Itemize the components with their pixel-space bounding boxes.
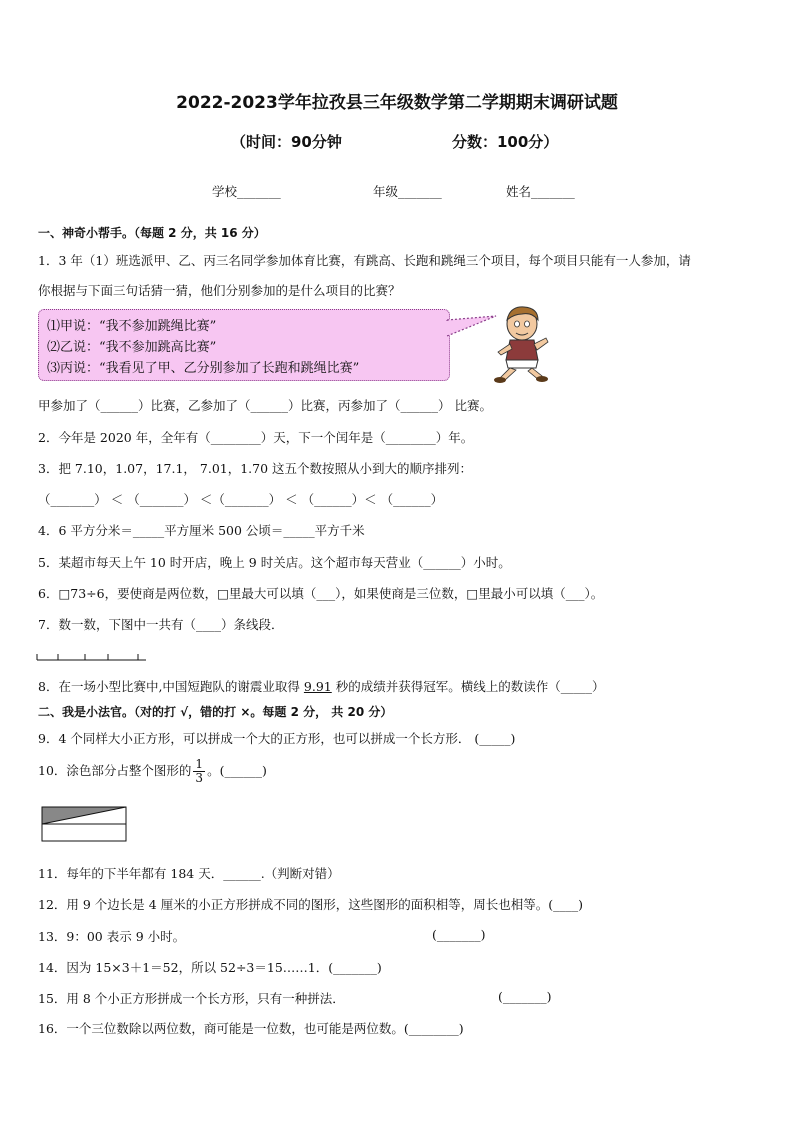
bubble-line-1: ⑴甲说：“我不参加跳绳比赛”: [47, 319, 217, 334]
exam-score: 分数：100分）: [452, 133, 559, 151]
question-10-text-b: 。(______): [207, 763, 267, 778]
question-1-line-2: 你根据与下面三句话猜一猜，他们分别参加的是什么项目的比赛？: [38, 283, 401, 298]
bubble-tail-icon: [446, 312, 498, 338]
question-13: 13．9：00 表示 9 小时。: [38, 929, 186, 944]
name-field: 姓名_______: [506, 184, 575, 199]
question-16: 16．一个三位数除以两位数，商可能是一位数，也可能是两位数。(________): [38, 1021, 464, 1036]
question-10: [38, 758, 267, 785]
exam-time: （时间：90分钟: [231, 133, 342, 151]
question-15-blank: (_______): [498, 989, 552, 1004]
question-8-text-b: 秒的成绩并获得冠军。横线上的数读作（_____）: [331, 679, 605, 694]
speech-bubble: [38, 309, 450, 381]
question-7: 7．数一数，下图中一共有（____）条线段．: [38, 617, 284, 632]
section-1-heading: 一、神奇小帮手。（每题 2 分，共 16 分）: [38, 226, 266, 240]
page-title: 2022-2023学年拉孜县三年级数学第二学期期末调研试题: [176, 93, 618, 113]
question-1-answer: 甲参加了（______）比赛，乙参加了（______）比赛，丙参加了（______） 比赛。: [38, 398, 492, 413]
fraction-denominator: 3: [195, 771, 204, 785]
question-3-blanks: （_______） ＜ （_______） ＜（_______） ＜ （______）＜ （______）: [38, 492, 444, 507]
section-2-heading: 二、我是小法官。（对的打 √，错的打 ×。每题 2 分， 共 20 分）: [38, 705, 393, 719]
shaded-rectangle-figure: [41, 806, 127, 842]
line-segment-figure: [36, 650, 148, 662]
bubble-line-2: ⑵乙说：“我不参加跳高比赛”: [47, 340, 217, 355]
question-5: 5．某超市每天上午 10 时开店，晚上 9 时关店。这个超市每天营业（______）小时。: [38, 555, 511, 570]
question-2: 2．今年是 2020 年，全年有（________）天，下一个闰年是（________）年。: [38, 430, 474, 445]
question-12: 12．用 9 个边长是 4 厘米的小正方形拼成不同的图形，这些图形的面积相等，周长也相等。(____): [38, 897, 583, 912]
question-8-text-a: 8．在一场小型比赛中,中国短跑队的谢震业取得: [38, 679, 304, 694]
bubble-line-3: ⑶丙说：“我看见了甲、乙分别参加了长跑和跳绳比赛”: [47, 361, 360, 376]
school-field: 学校_______: [212, 184, 281, 199]
question-1-line-1: 1．3 年（1）班选派甲、乙、丙三名同学参加体育比赛，有跳高、长跑和跳绳三个项目，每个项目只能有一人参加，请: [38, 253, 691, 268]
fraction-numerator: 1: [195, 757, 204, 771]
question-3: 3．把 7.10，1.07，17.1， 7.01，1.70 这五个数按照从小到大的顺序排列：: [38, 461, 473, 476]
fraction-one-third: [193, 758, 205, 785]
grade-field: 年级_______: [373, 184, 442, 199]
question-10-text-a: 10．涂色部分占整个图形的: [38, 763, 192, 778]
running-boy-icon: [492, 302, 552, 384]
question-6: 6．□73÷6，要使商是两位数，□里最大可以填（___），如果使商是三位数，□里最小可以填（___）。: [38, 586, 604, 601]
question-9: 9．4 个同样大小正方形，可以拼成一个大的正方形，也可以拼成一个长方形． (_____): [38, 731, 516, 746]
question-8: [38, 677, 604, 695]
question-15: 15．用 8 个小正方形拼成一个长方形，只有一种拼法．: [38, 991, 345, 1006]
question-8-number: 9.91: [303, 679, 332, 694]
question-4: 4．6 平方分米＝_____平方厘米 500 公顷＝_____平方千米: [38, 523, 365, 538]
question-11: 11．每年的下半年都有 184 天．______.（判断对错）: [38, 866, 340, 881]
question-14: 14．因为 15×3＋1＝52，所以 52÷3＝15……1．(_______): [38, 960, 382, 975]
question-13-blank: (_______): [432, 927, 486, 942]
